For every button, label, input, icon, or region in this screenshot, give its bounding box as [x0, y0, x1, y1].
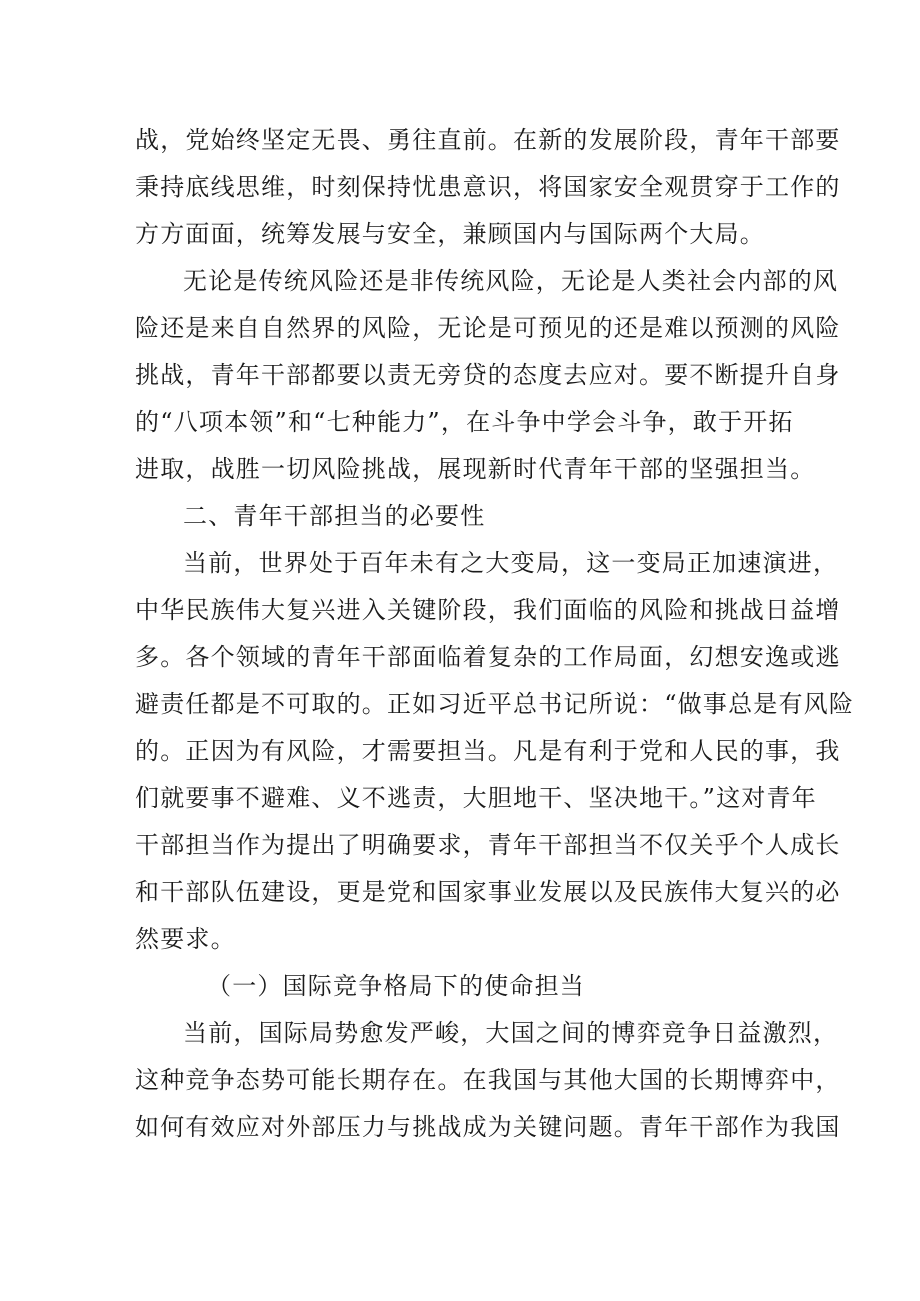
section-heading	[135, 493, 790, 540]
subsection-heading	[135, 963, 790, 1010]
heading-text: （一）国际竞争格局下的使命担当	[207, 972, 585, 1000]
text-line: 方方面面，统筹发展与安全，兼顾国内与国际两个大局。	[135, 220, 765, 248]
text-line: 们就要事不避难、义不逃责，大胆地干、坚决地干。”这对青年	[135, 784, 817, 812]
text-line: 无论是传统风险还是非传统风险，无论是人类社会内部的风	[183, 267, 839, 295]
heading-text: 二、青年干部担当的必要性	[183, 502, 486, 530]
text-line: 进取，战胜一切风险挑战，展现新时代青年干部的坚强担当。	[135, 455, 816, 483]
text-line: 多。各个领域的青年干部面临着复杂的工作局面，幻想安逸或逃	[135, 643, 841, 671]
paragraph	[135, 1010, 841, 1151]
text-line: 秉持底线思维，时刻保持忧患意识，将国家安全观贯穿于工作的	[135, 173, 841, 201]
text-line: 战，党始终坚定无畏、勇往直前。在新的发展阶段，青年干部要	[135, 126, 841, 154]
text-line: 干部担当作为提出了明确要求，青年干部担当不仅关乎个人成长	[135, 831, 841, 859]
document-body	[135, 117, 855, 1151]
text-line: 避责任都是不可取的。正如习近平总书记所说：“做事总是有风险	[135, 690, 855, 718]
text-line: 然要求。	[135, 925, 236, 953]
text-line: 如何有效应对外部压力与挑战成为关键问题。青年干部作为我国	[135, 1113, 841, 1141]
paragraph	[135, 258, 841, 493]
text-line: 当前，世界处于百年未有之大变局，这一变局正加速演进，	[183, 549, 839, 577]
text-line: 当前，国际局势愈发严峻，大国之间的博弈竞争日益激烈，	[183, 1019, 839, 1047]
text-line: 的“八项本领”和“七种能力”，在斗争中学会斗争，敢于开拓	[135, 408, 794, 436]
text-line: 挑战，青年干部都要以责无旁贷的态度去应对。要不断提升自身	[135, 361, 841, 389]
text-line: 和干部队伍建设，更是党和国家事业发展以及民族伟大复兴的必	[135, 878, 841, 906]
text-line: 中华民族伟大复兴进入关键阶段，我们面临的风险和挑战日益增	[135, 596, 841, 624]
text-line: 这种竞争态势可能长期存在。在我国与其他大国的长期博弈中，	[135, 1066, 841, 1094]
paragraph	[135, 117, 841, 258]
text-line: 险还是来自自然界的风险，无论是可预见的还是难以预测的风险	[135, 314, 841, 342]
paragraph	[135, 540, 855, 963]
text-line: 的。正因为有风险，才需要担当。凡是有利于党和人民的事，我	[135, 737, 841, 765]
